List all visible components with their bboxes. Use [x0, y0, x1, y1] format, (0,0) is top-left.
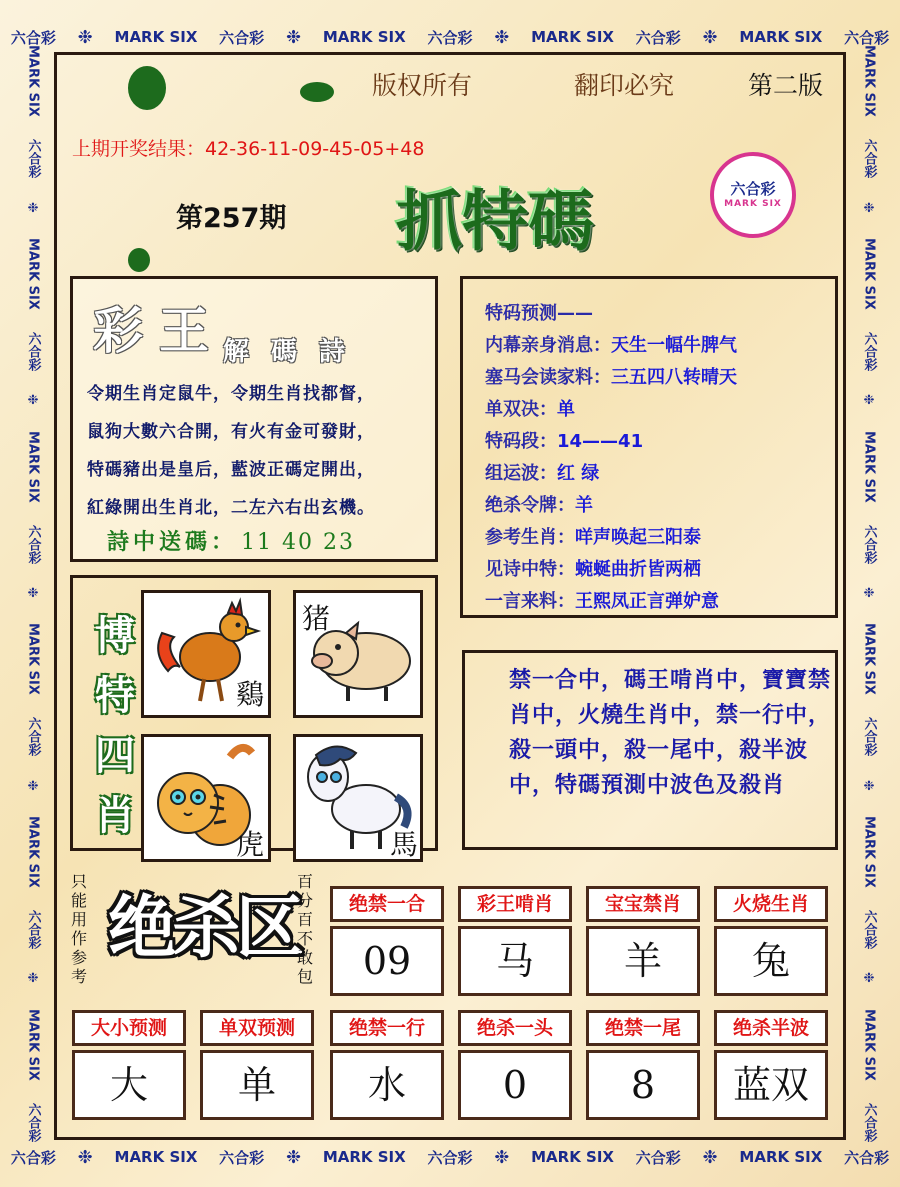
brand-cn-text: 六合彩 [10, 28, 56, 47]
brand-en-text: MARK SIX [114, 1148, 198, 1166]
prediction-row [485, 587, 719, 613]
top-border-strip [0, 20, 900, 54]
four-animals-title: 博特四肖 [95, 612, 135, 839]
kill-label: 火烧生肖 [714, 886, 828, 922]
brand-en-text: MARK SIX [739, 28, 823, 46]
kill-label: 绝禁一尾 [586, 1010, 700, 1046]
brand-en-text: MARK SIX [531, 28, 614, 46]
edition-text: 第二版 [748, 71, 824, 100]
flower-icon: ❉ [702, 1146, 718, 1168]
kill-value: 8 [586, 1050, 700, 1120]
animal-cell-pig [293, 590, 423, 718]
kill-value: 09 [330, 926, 444, 996]
kill-value: 0 [458, 1050, 572, 1120]
brand-cn-text: 六合彩 [25, 1102, 41, 1142]
prediction-value: 红 绿 [557, 463, 600, 484]
brand-cn-text: 六合彩 [219, 28, 265, 47]
prediction-row [485, 491, 593, 517]
last-result-label: 上期开奖结果： [72, 138, 206, 160]
brand-en-text: MARK SIX [25, 45, 41, 117]
flower-icon: ❉ [77, 26, 93, 48]
right-border-strip [852, 34, 886, 1153]
kill-label: 绝杀一头 [458, 1010, 572, 1046]
flower-icon: ❉ [27, 778, 39, 794]
animal-cell-rooster [141, 590, 271, 718]
brand-en-text: MARK SIX [25, 1008, 41, 1081]
brand-cn-text: 六合彩 [10, 1148, 56, 1167]
flower-icon: ❉ [702, 26, 718, 48]
bottom-border-strip [0, 1140, 900, 1174]
flower-icon: ❉ [863, 393, 875, 409]
notice-text: 禁一合中，碼王啃肖中，寶寶禁肖中，火燒生肖中，禁一行中，殺一頭中，殺一尾中，殺半波中，特碼預測中波色及殺肖 [509, 668, 832, 798]
prediction-heading: 特码预测—— [485, 303, 593, 324]
brand-cn-text: 六合彩 [861, 910, 877, 950]
prediction-key: 特码段： [485, 431, 557, 452]
brand-cn-text: 六合彩 [427, 28, 473, 47]
brand-cn-text: 六合彩 [219, 1148, 265, 1167]
poem-title-small: 解碼詩 [223, 337, 368, 367]
kill-value: 兔 [714, 926, 828, 996]
animal-label: 馬 [390, 828, 419, 861]
notice-box [462, 650, 838, 850]
flower-icon: ❉ [27, 971, 39, 987]
animal-cell-horse [293, 734, 423, 862]
kill-label: 大小预测 [72, 1010, 186, 1046]
prediction-value: 王熙凤正言弹妒意 [575, 591, 719, 612]
brand-cn-text: 六合彩 [635, 1148, 681, 1167]
brand-cn-text: 六合彩 [844, 28, 890, 47]
kill-label: 绝禁一合 [330, 886, 444, 922]
brand-en-text: MARK SIX [531, 1148, 614, 1166]
logo-cn: 六合彩 [730, 180, 776, 198]
poem-gift-numbers: 11 40 23 [241, 530, 355, 555]
prediction-value: 14——41 [557, 431, 644, 452]
flower-icon: ❉ [494, 1146, 510, 1168]
decor-blob [300, 82, 334, 102]
animal-label: 猪 [302, 602, 331, 635]
kill-label: 宝宝禁肖 [586, 886, 700, 922]
brand-en-text: MARK SIX [322, 1148, 406, 1166]
brand-en-text: MARK SIX [322, 28, 406, 46]
flower-icon: ❉ [863, 585, 875, 601]
poem-gift-label: 詩中送碼： [107, 529, 238, 555]
brand-cn-text: 六合彩 [861, 717, 877, 757]
poem-line: 紅綠開出生肖北，二左六右出玄機。 [87, 498, 375, 518]
page-title: 抓特碼 [396, 182, 594, 260]
kill-value: 大 [72, 1050, 186, 1120]
kill-value: 单 [200, 1050, 314, 1120]
prediction-key: 塞马会读家料： [485, 367, 611, 388]
flower-icon: ❉ [285, 26, 302, 48]
prediction-row [485, 331, 737, 357]
left-note: 只能用作参考 [70, 872, 87, 986]
kill-label: 绝禁一行 [330, 1010, 444, 1046]
kill-value: 羊 [586, 926, 700, 996]
prediction-row [485, 459, 599, 485]
flower-icon: ❉ [77, 1146, 93, 1168]
flower-icon: ❉ [494, 26, 510, 48]
prediction-row [485, 427, 643, 453]
brand-cn-text: 六合彩 [427, 1148, 473, 1167]
brand-en-text: MARK SIX [861, 623, 877, 696]
poem-line: 特碼豬出是皇后，藍波正碼定開出， [87, 460, 375, 480]
logo-en: MARK SIX [724, 199, 782, 209]
flower-icon: ❉ [863, 778, 875, 794]
prediction-key: 绝杀令牌： [485, 495, 575, 516]
kill-value: 水 [330, 1050, 444, 1120]
kill-label: 单双预测 [200, 1010, 314, 1046]
brand-en-text: MARK SIX [861, 815, 877, 888]
prediction-value: 咩声唤起三阳泰 [575, 527, 701, 548]
brand-cn-text: 六合彩 [635, 28, 681, 47]
prediction-value: 天生一幅牛脾气 [611, 335, 737, 356]
brand-cn-text: 六合彩 [861, 524, 877, 564]
animal-label: 虎 [236, 828, 265, 861]
animal-cell-tiger [141, 734, 271, 862]
decor-blob [128, 66, 166, 110]
left-border-strip [16, 34, 50, 1153]
brand-en-text: MARK SIX [861, 45, 877, 117]
kill-value: 蓝双 [714, 1050, 828, 1120]
prediction-value: 蜿蜒曲折皆两栖 [575, 559, 701, 580]
brand-en-text: MARK SIX [25, 623, 41, 696]
brand-cn-text: 六合彩 [25, 139, 41, 179]
brand-en-text: MARK SIX [861, 430, 877, 503]
prediction-row [485, 363, 737, 389]
brand-cn-text: 六合彩 [844, 1148, 890, 1167]
right-note: 百分百不敢包 [296, 872, 313, 986]
prediction-value: 三五四八转晴天 [611, 367, 737, 388]
kill-label: 绝杀半波 [714, 1010, 828, 1046]
decor-blob [128, 248, 150, 272]
prediction-row [485, 395, 575, 421]
prediction-row [485, 523, 701, 549]
decode-poem-box [70, 276, 438, 562]
brand-cn-text: 六合彩 [25, 524, 41, 564]
flower-icon: ❉ [863, 200, 875, 216]
poem-title-big: 彩王 [93, 301, 225, 360]
flower-icon: ❉ [863, 971, 875, 987]
poem-line: 令期生肖定鼠牛，令期生肖找都督， [87, 384, 375, 404]
brand-cn-text: 六合彩 [861, 1102, 877, 1142]
brand-en-text: MARK SIX [861, 1008, 877, 1081]
prediction-row [485, 555, 701, 581]
brand-en-text: MARK SIX [25, 815, 41, 888]
prediction-value: 单 [557, 399, 575, 420]
flower-icon: ❉ [27, 393, 39, 409]
prediction-key: 见诗中特： [485, 559, 575, 580]
brand-cn-text: 六合彩 [861, 331, 877, 371]
brand-en-text: MARK SIX [739, 1148, 823, 1166]
prediction-key: 一言来料： [485, 591, 575, 612]
brand-cn-text: 六合彩 [25, 717, 41, 757]
prediction-key: 参考生肖： [485, 527, 575, 548]
flower-icon: ❉ [27, 200, 39, 216]
poem-gift [107, 525, 355, 556]
poem-line: 鼠狗大數六合開，有火有金可發財， [87, 422, 375, 442]
kill-value: 马 [458, 926, 572, 996]
brand-cn-text: 六合彩 [25, 331, 41, 371]
flower-icon: ❉ [285, 1146, 302, 1168]
brand-cn-text: 六合彩 [25, 910, 41, 950]
four-animals-box [70, 575, 438, 861]
prediction-box [460, 276, 838, 618]
prediction-key: 组运波： [485, 463, 557, 484]
flower-icon: ❉ [27, 585, 39, 601]
prediction-value: 羊 [575, 495, 593, 516]
brand-en-text: MARK SIX [114, 28, 198, 46]
brand-en-text: MARK SIX [861, 237, 877, 310]
animal-label: 鷄 [236, 678, 265, 711]
copyright-text: 版权所有 [372, 71, 473, 100]
kill-label: 彩王啃肖 [458, 886, 572, 922]
prediction-key: 单双决： [485, 399, 557, 420]
brand-en-text: MARK SIX [25, 237, 41, 310]
brand-cn-text: 六合彩 [861, 139, 877, 179]
last-result-value: 42-36-11-09-45-05+48 [205, 138, 425, 160]
brand-en-text: MARK SIX [25, 430, 41, 503]
no-copy-text: 翻印必究 [574, 71, 675, 100]
last-result [72, 134, 424, 161]
prediction-key: 内幕亲身消息： [485, 335, 611, 356]
mark-six-logo [710, 152, 796, 238]
kill-zone-title: 绝杀区 [108, 889, 301, 968]
issue-number: 第257期 [176, 203, 287, 234]
